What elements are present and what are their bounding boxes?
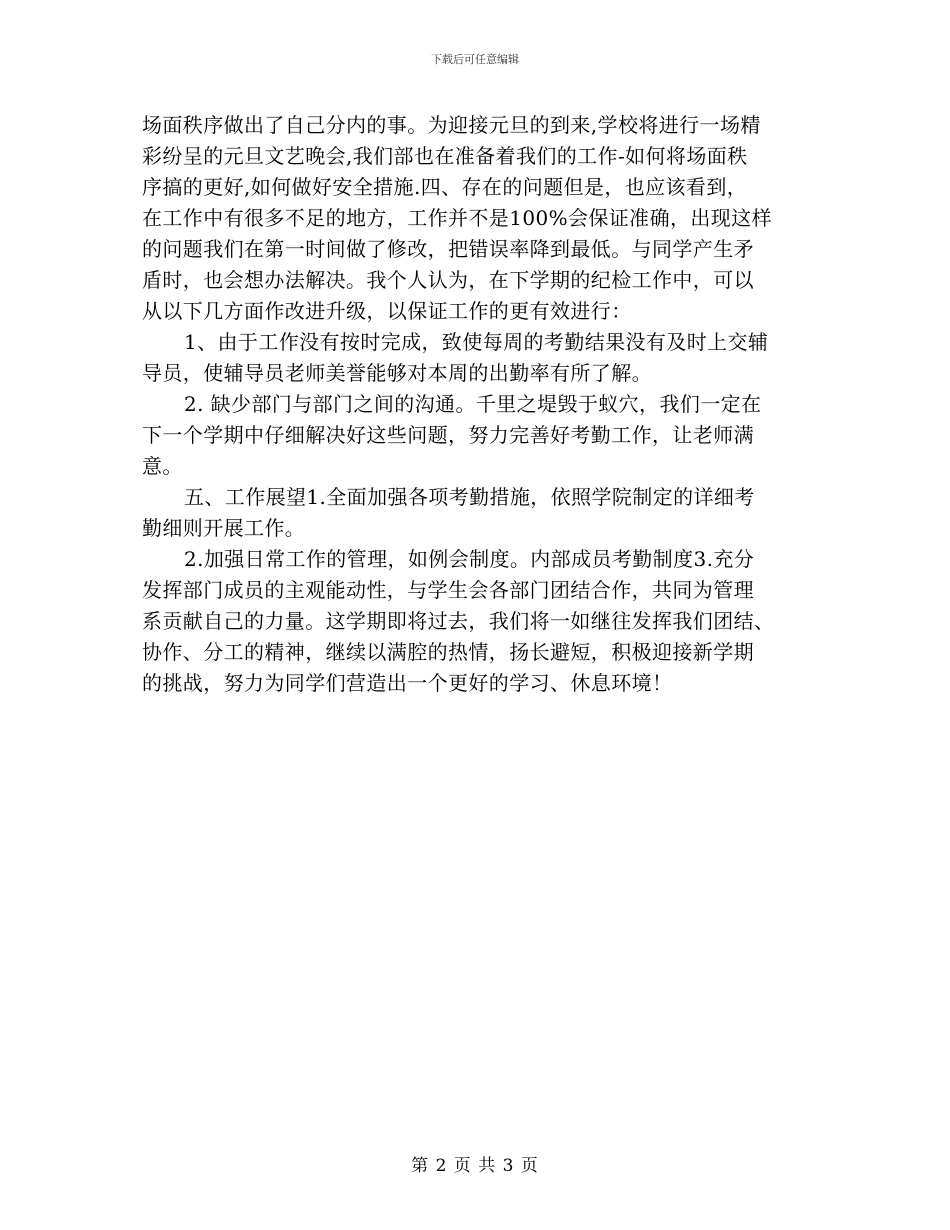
- body-line: 从以下几方面作改进升级，以保证工作的更有效进行：: [142, 299, 632, 323]
- document-body: [142, 110, 810, 699]
- body-line: 发挥部门成员的主观能动性，与学生会各部门团结合作，共同为管理: [142, 578, 754, 602]
- body-line: 彩纷呈的元旦文艺晚会,我们部也在准备着我们的工作-如何将场面秩: [142, 144, 748, 168]
- body-line: 下一个学期中仔细解决好这些问题，努力完善好考勤工作，让老师满: [142, 423, 754, 447]
- body-line: 导员，使辅导员老师美誉能够对本周的出勤率有所了解。: [142, 361, 652, 385]
- body-line: 2. 缺少部门与部门之间的沟通。千里之堤毁于蚁穴，我们一定在: [184, 392, 762, 416]
- body-line: 勤细则开展工作。: [142, 516, 306, 540]
- body-line: 五、工作展望1.全面加强各项考勤措施，依照学院制定的详细考: [184, 485, 755, 509]
- body-line: 2.加强日常工作的管理，如例会制度。内部成员考勤制度3.充分: [184, 547, 755, 571]
- body-line: 1、由于工作没有按时完成，致使每周的考勤结果没有及时上交辅: [184, 330, 769, 354]
- page-number-footer: 第 2 页 共 3 页: [411, 1156, 539, 1176]
- body-line: 场面秩序做出了自己分内的事。为迎接元旦的到来,学校将进行一场精: [142, 113, 761, 137]
- body-line: 的问题我们在第一时间做了修改，把错误率降到最低。与同学产生矛: [142, 237, 754, 261]
- body-line: 盾时，也会想办法解决。我个人认为，在下学期的纪检工作中，可以: [142, 268, 754, 292]
- body-line: 的挑战，努力为同学们营造出一个更好的学习、休息环境！: [142, 671, 673, 695]
- body-line: 协作、分工的精神，继续以满腔的热情，扬长避短，积极迎接新学期: [142, 640, 754, 664]
- body-line: 系贡献自己的力量。这学期即将过去，我们将一如继往发挥我们团结、: [142, 609, 775, 633]
- body-line: 在工作中有很多不足的地方，工作并不是100%会保证准确，出现这样: [142, 206, 772, 230]
- page-header-note: 下载后可任意编辑: [431, 53, 519, 66]
- body-line: 意。: [142, 454, 183, 478]
- body-line: 序搞的更好,如何做好安全措施.四、存在的问题但是，也应该看到，: [142, 175, 748, 199]
